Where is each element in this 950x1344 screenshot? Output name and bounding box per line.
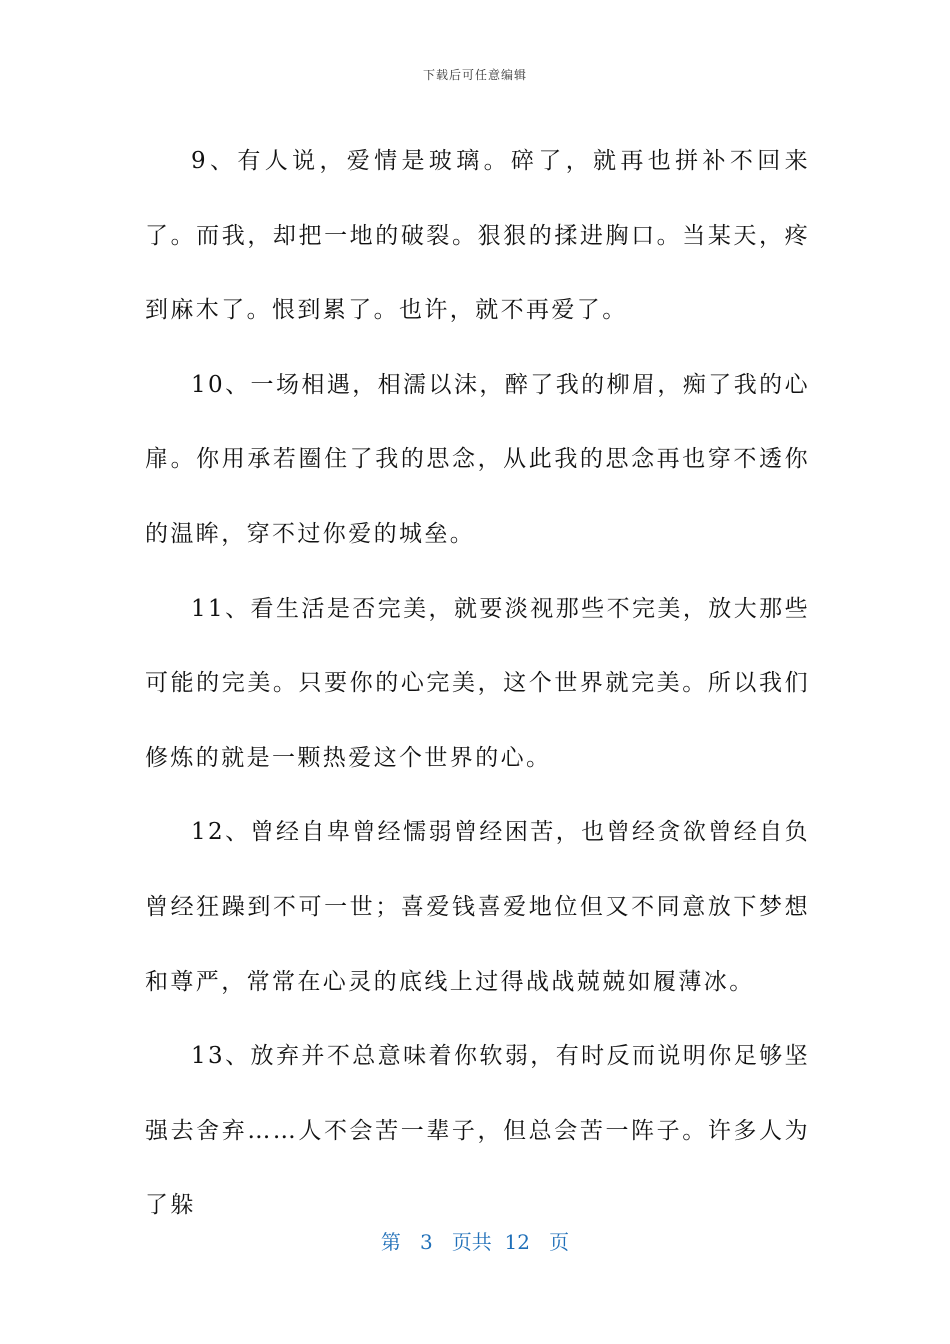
paragraph-11: 11、看生活是否完美，就要淡视那些不完美，放大那些可能的完美。只要你的心完美，这个世界就完美。所以我们修炼的就是一颗热爱这个世界的心。 — [145, 595, 810, 771]
current-page-number: 3 — [420, 1230, 433, 1254]
document-body — [145, 124, 810, 1243]
paragraph-12: 12、曾经自卑曾经懦弱曾经困苦，也曾经贪欲曾经自负曾经狂躁到不可一世；喜爱钱喜爱地位但又不同意放下梦想和尊严，常常在心灵的底线上过得战战兢兢如履薄冰。 — [145, 819, 810, 995]
paragraph-9: 9、有人说，爱情是玻璃。碎了，就再也拼补不回来了。而我，却把一地的破裂。狠狠的揉进胸口。当某天，疼到麻木了。恨到累了。也许，就不再爱了。 — [145, 148, 810, 324]
total-pages-number: 12 — [504, 1230, 530, 1254]
footer-prefix: 第 — [380, 1230, 401, 1254]
paragraph-13: 13、放弃并不总意味着你软弱，有时反而说明你足够坚强去舍弃……人不会苦一辈子，但总会苦一阵子。许多人为了躲 — [145, 1043, 810, 1219]
paragraph-10: 10、一场相遇，相濡以沫，醉了我的柳眉，痴了我的心扉。你用承若圈住了我的思念，从此我的思念再也穿不透你的温眸，穿不过你爱的城垒。 — [145, 371, 810, 547]
footer-middle: 页共 — [451, 1230, 492, 1254]
header-note: 下载后可任意编辑 — [422, 68, 527, 82]
footer-suffix: 页 — [549, 1230, 570, 1254]
page-footer — [0, 1226, 950, 1255]
